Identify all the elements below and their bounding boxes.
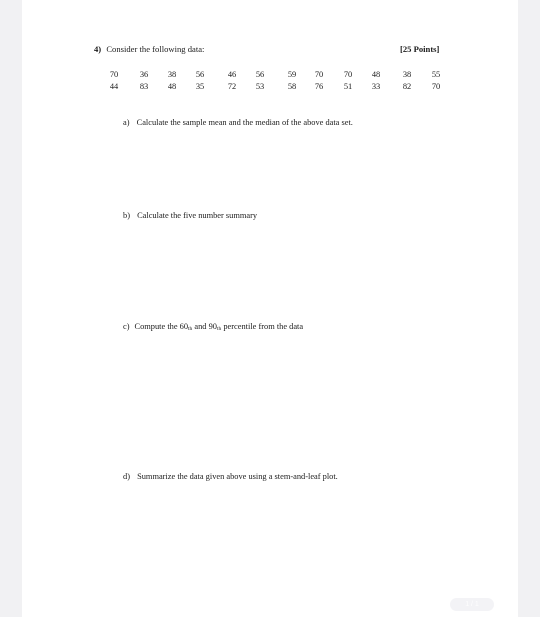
data-value: 83 [139,82,149,91]
data-value: 35 [195,82,205,91]
question-points: [25 Points] [400,44,440,54]
question-number: 4) [94,44,102,54]
data-value: 48 [371,70,381,79]
part-c-text-2: and 90 [192,322,217,331]
part-d [123,471,338,482]
part-b [123,210,257,221]
data-value: 48 [167,82,177,91]
data-value: 33 [371,82,381,91]
page-indicator[interactable]: 1 / 1 [450,598,494,611]
data-value: 51 [343,82,353,91]
data-row-1 [22,69,518,80]
data-value: 72 [227,82,237,91]
data-value: 76 [314,82,324,91]
data-value: 46 [227,70,237,79]
part-a [123,117,353,128]
data-value: 70 [109,70,119,79]
part-c-letter: c) [123,322,130,331]
data-value: 70 [431,82,441,91]
part-c-subscript-1: th [188,326,193,332]
part-c-subscript-2: th [216,326,222,332]
data-value: 70 [314,70,324,79]
data-value: 56 [255,70,265,79]
data-value: 36 [139,70,149,79]
part-a-text: Calculate the sample mean and the median of the above data set. [136,118,353,127]
part-a-letter: a) [123,118,130,127]
data-row-2 [22,81,518,92]
question-prompt: Consider the following data: [106,44,205,54]
data-value: 53 [255,82,265,91]
part-c-text-3: percentile from the data [221,322,304,331]
data-value: 58 [287,82,297,91]
question-header [94,44,204,55]
data-value: 38 [402,70,412,79]
data-value: 44 [109,82,119,91]
data-value: 70 [343,70,353,79]
part-d-letter: d) [123,472,130,481]
part-d-text: Summarize the data given above using a stem-and-leaf plot. [137,472,338,481]
part-b-letter: b) [123,211,130,220]
part-c [123,321,303,335]
data-value: 38 [167,70,177,79]
document-page [22,0,518,617]
data-value: 59 [287,70,297,79]
data-value: 82 [402,82,412,91]
part-c-text-1: Compute the 60 [134,322,189,331]
data-value: 55 [431,70,441,79]
part-b-text: Calculate the five number summary [137,211,258,220]
data-value: 56 [195,70,205,79]
